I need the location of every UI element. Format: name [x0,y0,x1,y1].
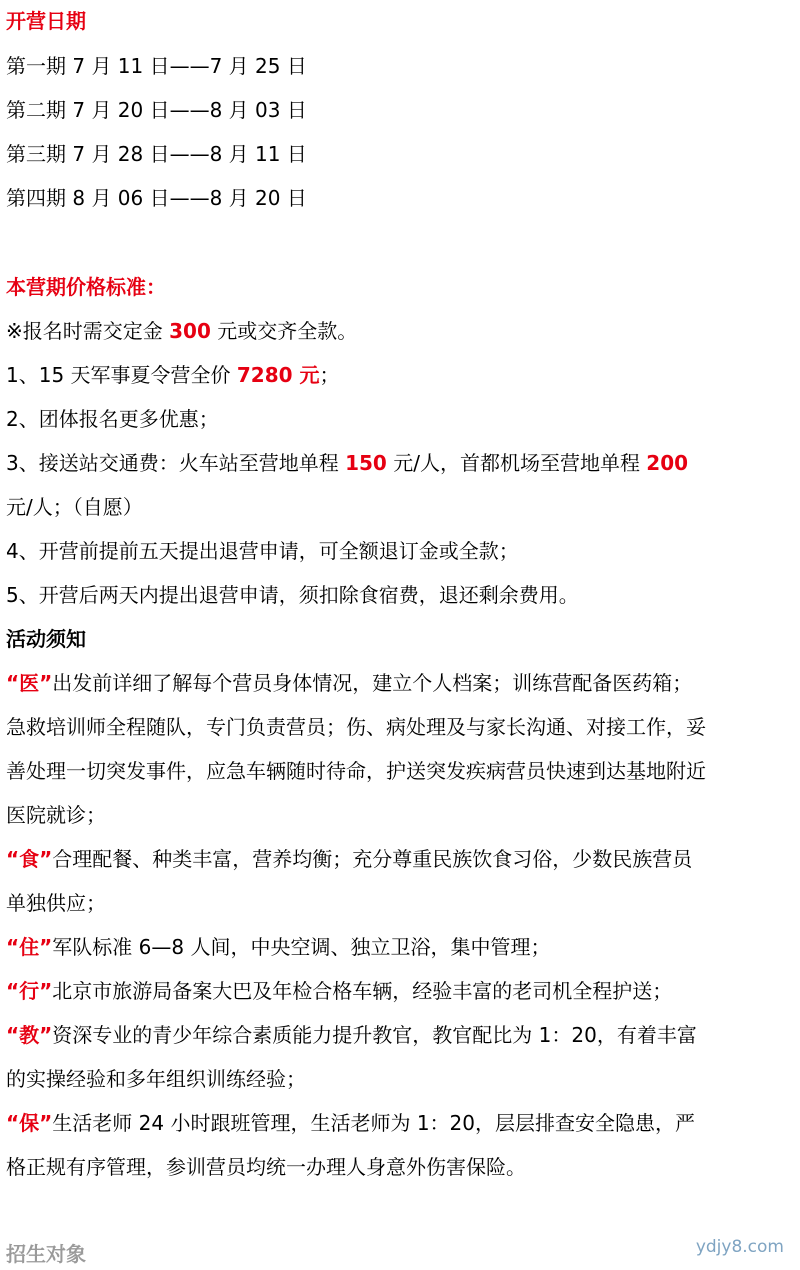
price-item-3-line2: 元/人；（自愿） [6,495,143,519]
notice-text: 合理配餐、种类丰富，营养均衡；充分尊重民族饮食习俗，少数民族营员 [52,847,693,871]
price-item-5: 5、开营后两天内提出退营申请，须扣除食宿费，退还剩余费用。 [6,583,579,607]
deposit-amount: 300 [169,319,211,343]
notice-item-transport [6,980,796,1002]
notice-text: 格正规有序管理，参训营员均统一办理人身意外伤害保险。 [6,1155,526,1179]
notice-item-lodging [6,936,796,958]
deposit-line [6,320,796,342]
deposit-prefix: ※报名时需交定金 [6,319,170,343]
tag-transport: “行” [6,979,53,1003]
price-item-4: 4、开营前提前五天提出退营申请，可全额退订金或全款； [6,539,519,563]
enrollment-heading: 招生对象 [6,1242,86,1266]
watermark-text: ydjy8.com [695,1237,784,1257]
item3-prefix: 3、接送站交通费：火车站至营地单程 [6,451,346,475]
notice-text: 生活老师 24 小时跟班管理，生活老师为 1：20，层层排查安全隐患，严 [52,1111,695,1135]
notice-item-teaching [6,1024,796,1046]
price-item-2: 2、团体报名更多优惠； [6,407,219,431]
tag-medical: “医” [6,671,53,695]
item1-prefix: 1、15 天军事夏令营全价 [6,363,237,387]
tag-safety: “保” [6,1111,53,1135]
dates-heading: 开营日期 [6,9,86,33]
notice-text: 医院就诊； [6,803,106,827]
item1-price: 7280 元 [236,363,320,387]
notice-text: 单独供应； [6,891,106,915]
notice-item-food [6,848,796,870]
notice-item-safety [6,1112,796,1134]
deposit-suffix: 元或交齐全款。 [210,319,358,343]
price-item-1 [6,364,796,386]
session-4: 第四期 8 月 06 日——8 月 20 日 [6,186,307,210]
session-1: 第一期 7 月 11 日——7 月 25 日 [6,54,307,78]
notice-text: 急救培训师全程随队，专门负责营员；伤、病处理及与家长沟通、对接工作，妥 [6,715,706,739]
price-heading: 本营期价格标准： [6,275,166,299]
item3-airport-price: 200 [646,451,689,475]
notice-text: 善处理一切突发事件，应急车辆随时待命，护送突发疾病营员快速到达基地附近 [6,759,706,783]
notice-text: 资深专业的青少年综合素质能力提升教官，教官配比为 1：20，有着丰富 [52,1023,697,1047]
session-2: 第二期 7 月 20 日——8 月 03 日 [6,98,307,122]
tag-lodging: “住” [6,935,53,959]
price-item-3 [6,452,796,474]
tag-teaching: “教” [6,1023,53,1047]
notice-text: 军队标准 6—8 人间，中央空调、独立卫浴，集中管理； [52,935,551,959]
notice-heading: 活动须知 [6,627,86,651]
notice-text: 的实操经验和多年组织训练经验； [6,1067,306,1091]
tag-food: “食” [6,847,53,871]
notice-text: 出发前详细了解每个营员身体情况，建立个人档案；训练营配备医药箱； [52,671,693,695]
item3-mid: 元/人，首都机场至营地单程 [386,451,647,475]
item3-train-price: 150 [345,451,387,475]
notice-item-medical [6,672,796,694]
item1-suffix: ； [319,363,340,387]
session-3: 第三期 7 月 28 日——8 月 11 日 [6,142,307,166]
notice-text: 北京市旅游局备案大巴及年检合格车辆，经验丰富的老司机全程护送； [52,979,673,1003]
